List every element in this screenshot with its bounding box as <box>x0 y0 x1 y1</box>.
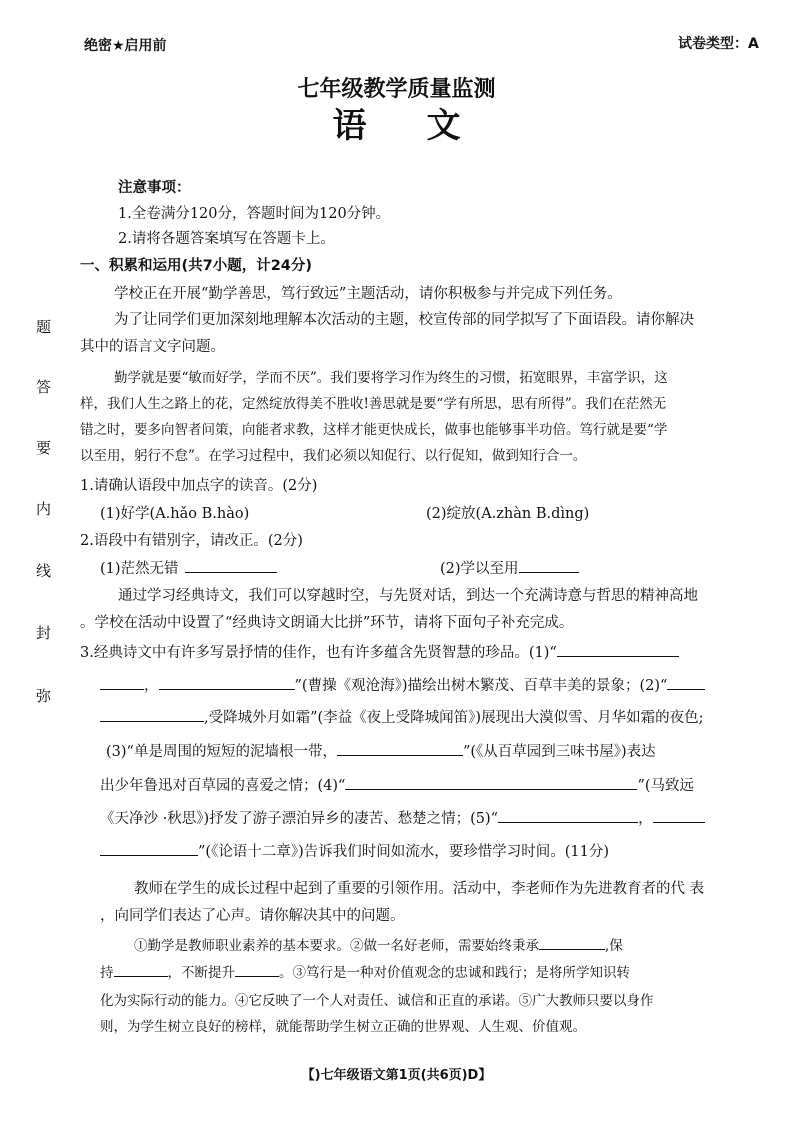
paper-type-label: 试卷类型：A <box>678 36 759 52</box>
question-3-text: ， <box>638 811 653 827</box>
binding-margin-char: 题 <box>36 318 52 336</box>
question-3-line-4 <box>106 740 656 761</box>
question-3-text: 《天净沙 ·秋思》)抒发了游子漂泊异乡的凄苦、愁楚之情；(5)“ <box>100 811 499 827</box>
answer-blank[interactable] <box>498 808 638 823</box>
question-3-line-6 <box>100 807 705 828</box>
question-2-item-b-text: (2)学以至用 <box>440 561 519 577</box>
passage-2-text: ,保 <box>605 938 623 954</box>
binding-margin-char: 线 <box>36 562 52 580</box>
question-3-text: ,受降城外月如霜”(李益《夜上受降城闻笛》)展现出大漠似雪、月华如霜的夜色; <box>204 710 704 726</box>
question-3-line-1 <box>80 641 679 662</box>
passage-2-line-3: 化为实际行动的能力。④它反映了一个人对责任、诚信和正直的承诺。⑤广大教师只要以身作 <box>100 993 654 1009</box>
intro-paragraph-4-line-1: 教师在学生的成长过程中起到了重要的引领作用。活动中，李老师作为先进教育者的代 表 <box>134 881 705 897</box>
answer-blank[interactable] <box>653 808 705 823</box>
page-footer: 【)七年级语文第1页(共6页)D】 <box>301 1068 492 1083</box>
passage-line: 勤学就是要“敏而好学，学而不厌”。我们要将学习作为终生的习惯，拓宽眼界，丰富学识，这 <box>114 370 668 386</box>
answer-blank[interactable] <box>345 775 637 790</box>
notice-item-2: 2.请将各题答案填写在答题卡上。 <box>118 231 335 247</box>
passage-2-line-4: 则，为学生树立良好的榜样，就能帮助学生树立正确的世界观、人生观、价值观。 <box>100 1019 586 1035</box>
notice-heading: 注意事项： <box>118 180 191 196</box>
answer-blank[interactable] <box>114 962 168 977</box>
question-2-item-b <box>440 557 579 578</box>
binding-margin-char: 要 <box>36 439 52 457</box>
question-1-option-a: (1)好学(A.hǎo B.hào) <box>100 506 250 522</box>
question-3-line-7 <box>100 840 609 861</box>
intro-paragraph-4-line-2: ，向同学们表达了心声。请你解决其中的问题。 <box>100 908 405 924</box>
passage-2-text: 持 <box>100 965 114 981</box>
binding-margin-char: 答 <box>36 378 52 396</box>
answer-blank[interactable] <box>100 841 198 856</box>
question-2-item-a <box>100 557 277 578</box>
question-3-text: ”(《论语十二章》)告诉我们时间如流水，要珍惜学习时间。(11分) <box>198 844 609 860</box>
notice-item-1: 1.全卷满分120分，答题时间为120分钟。 <box>118 206 391 222</box>
binding-margin-char: 内 <box>36 500 52 518</box>
answer-blank[interactable] <box>667 675 705 690</box>
passage-2-text: ，不断提升 <box>167 965 235 981</box>
answer-blank[interactable] <box>185 558 277 573</box>
question-1-option-b: (2)绽放(A.zhàn B.dìng) <box>426 506 590 522</box>
answer-blank[interactable] <box>519 558 579 573</box>
answer-blank[interactable] <box>235 962 279 977</box>
question-3-line-3 <box>100 706 703 727</box>
answer-blank[interactable] <box>539 935 605 950</box>
intro-paragraph-2-line-1: 为了让同学们更加深刻地理解本次活动的主题，校宣传部的同学拟写了下面语段。请你解决 <box>114 312 694 328</box>
intro-paragraph-3-line-1: 通过学习经典诗文，我们可以穿越时空，与先贤对话，到达一个充满诗意与哲思的精神高地 <box>118 588 698 604</box>
question-2-item-a-text: (1)茫然无错 <box>100 561 179 577</box>
exam-title: 七年级教学质量监测 <box>297 77 496 102</box>
question-3-text: ”(曹操《观沧海》)描绘出树木繁茂、百草丰美的景象；(2)“ <box>294 678 668 694</box>
passage-2-line-2 <box>100 961 630 981</box>
intro-paragraph-3-line-2: 。学校在活动中设置了“经典诗文朗诵大比拼”环节，请将下面句子补充完成。 <box>80 615 574 631</box>
answer-blank[interactable] <box>100 707 204 722</box>
intro-paragraph-2-line-2: 其中的语言文字问题。 <box>80 339 225 355</box>
answer-blank[interactable] <box>557 642 679 657</box>
answer-blank[interactable] <box>100 675 144 690</box>
question-2-stem: 2.语段中有错别字，请改正。(2分) <box>80 533 303 549</box>
confidential-label: 绝密★启用前 <box>84 38 167 54</box>
question-3-text: ”(马致远 <box>637 778 695 794</box>
question-3-text: 出少年鲁迅对百草园的喜爱之情；(4)“ <box>100 778 346 794</box>
answer-blank[interactable] <box>337 741 463 756</box>
binding-margin-char: 弥 <box>36 687 52 705</box>
passage-2-text: ①勤学是教师职业素养的基本要求。②做一名好老师，需要始终秉承 <box>134 938 539 954</box>
section-heading: 一、积累和运用(共7小题，计24分) <box>80 258 313 274</box>
question-3-text: ， <box>144 678 159 694</box>
question-3-line-2 <box>100 674 705 695</box>
question-3-line-5 <box>100 774 694 795</box>
passage-2-text: 。③笃行是一种对价值观念的忠诚和践行；是将所学知识转 <box>279 965 630 981</box>
question-3-text: ”(《从百草园到三味书屋》)表达 <box>462 744 656 760</box>
intro-paragraph-1: 学校正在开展“勤学善思，笃行致远”主题活动，请你积极参与并完成下列任务。 <box>114 286 622 302</box>
passage-2-line-1 <box>134 934 623 954</box>
binding-margin-char: 封 <box>36 624 52 642</box>
question-3-text: (3)“单是周围的短短的泥墙根一带， <box>106 744 337 760</box>
question-1-stem: 1.请确认语段中加点字的读音。(2分) <box>80 478 318 494</box>
passage-line: 样，我们人生之路上的花，定然绽放得美不胜收!善思就是要“学有所思，思有所得”。我们在茫然无 <box>80 396 667 412</box>
answer-blank[interactable] <box>159 675 295 690</box>
subject-title: 语文 <box>332 106 521 146</box>
question-3-text: 3.经典诗文中有许多写景抒情的佳作，也有许多蕴含先贤智慧的珍品。(1)“ <box>80 645 557 661</box>
passage-line: 以至用，躬行不怠”。在学习过程中，我们必须以知促行、以行促知，做到知行合一。 <box>80 448 587 464</box>
passage-line: 错之时，要多向智者问策，向能者求教，这样才能更快成长，做事也能够事半功倍。笃行就是要“学 <box>80 422 668 438</box>
